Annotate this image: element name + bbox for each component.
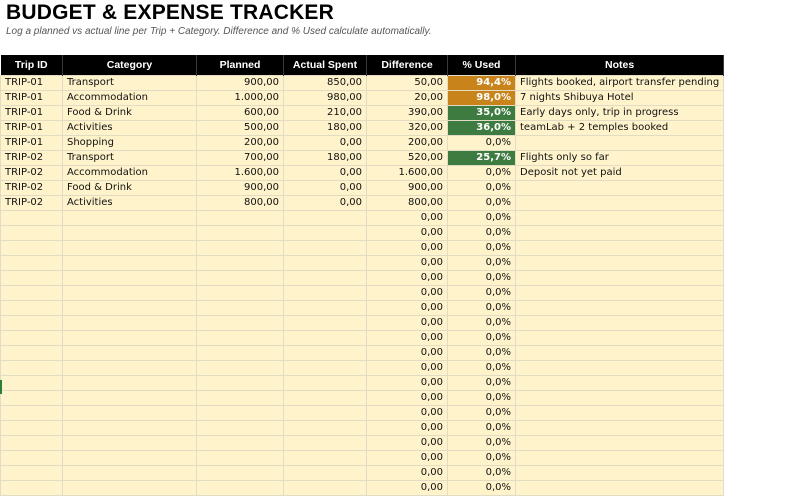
column-header-trip-id[interactable]: Trip ID xyxy=(1,55,63,76)
cell-category[interactable]: Transport xyxy=(63,76,197,91)
cell-difference[interactable]: 320,00 xyxy=(367,121,448,136)
cell-actual-spent[interactable]: 180,00 xyxy=(284,151,367,166)
cell-difference[interactable]: 0,00 xyxy=(367,406,448,421)
cell-actual-spent[interactable]: 210,00 xyxy=(284,106,367,121)
cell-difference[interactable]: 0,00 xyxy=(367,361,448,376)
cell-percent-used[interactable]: 0,0% xyxy=(448,136,516,151)
cell-planned[interactable]: 700,00 xyxy=(197,151,284,166)
cell-difference[interactable]: 0,00 xyxy=(367,346,448,361)
cell-percent-used[interactable]: 0,0% xyxy=(448,226,516,241)
cell-difference[interactable]: 0,00 xyxy=(367,481,448,496)
cell-trip-id[interactable] xyxy=(1,436,63,451)
cell-trip-id[interactable] xyxy=(1,241,63,256)
cell-category[interactable]: Accommodation xyxy=(63,166,197,181)
cell-percent-used[interactable]: 94,4% xyxy=(448,76,516,91)
empty-table-row xyxy=(1,451,724,466)
cell-difference[interactable]: 0,00 xyxy=(367,331,448,346)
cell-planned[interactable]: 500,00 xyxy=(197,121,284,136)
column-header-percent-used[interactable]: % Used xyxy=(448,55,516,76)
cell-difference[interactable]: 0,00 xyxy=(367,211,448,226)
cell-notes[interactable] xyxy=(516,196,724,211)
cell-percent-used[interactable]: 0,0% xyxy=(448,241,516,256)
cell-planned[interactable] xyxy=(197,271,284,286)
cell-notes[interactable] xyxy=(516,301,724,316)
cell-actual-spent[interactable] xyxy=(284,211,367,226)
empty-table-row xyxy=(1,406,724,421)
cell-percent-used[interactable]: 0,0% xyxy=(448,166,516,181)
cell-planned[interactable] xyxy=(197,211,284,226)
cell-difference[interactable]: 0,00 xyxy=(367,241,448,256)
table-row xyxy=(1,196,724,211)
cell-difference[interactable]: 20,00 xyxy=(367,91,448,106)
cell-trip-id[interactable]: TRIP-02 xyxy=(1,181,63,196)
empty-table-row xyxy=(1,361,724,376)
column-header-category[interactable]: Category xyxy=(63,55,197,76)
cell-actual-spent[interactable] xyxy=(284,406,367,421)
cell-percent-used[interactable]: 0,0% xyxy=(448,301,516,316)
cell-trip-id[interactable]: TRIP-02 xyxy=(1,166,63,181)
cell-notes[interactable] xyxy=(516,256,724,271)
cell-trip-id[interactable] xyxy=(1,226,63,241)
cell-notes[interactable] xyxy=(516,226,724,241)
cell-category[interactable]: Accommodation xyxy=(63,91,197,106)
cell-planned[interactable] xyxy=(197,451,284,466)
cell-trip-id[interactable] xyxy=(1,376,63,391)
cell-difference[interactable]: 0,00 xyxy=(367,391,448,406)
sheet-subtitle: Log a planned vs actual line per Trip + Category. Difference and % Used calculate automatically. xyxy=(6,26,432,37)
empty-table-row xyxy=(1,466,724,481)
cell-actual-spent[interactable] xyxy=(284,301,367,316)
table-row xyxy=(1,151,724,166)
cell-planned[interactable] xyxy=(197,316,284,331)
cell-difference[interactable]: 800,00 xyxy=(367,196,448,211)
cell-difference[interactable]: 0,00 xyxy=(367,466,448,481)
table-row xyxy=(1,166,724,181)
empty-table-row xyxy=(1,271,724,286)
cell-notes[interactable] xyxy=(516,466,724,481)
cell-notes[interactable]: Flights only so far xyxy=(516,151,724,166)
cell-category[interactable]: Food & Drink xyxy=(63,106,197,121)
column-header-difference[interactable]: Difference xyxy=(367,55,448,76)
empty-table-row xyxy=(1,301,724,316)
cell-trip-id[interactable]: TRIP-01 xyxy=(1,121,63,136)
cell-trip-id[interactable] xyxy=(1,301,63,316)
cell-difference[interactable]: 1.600,00 xyxy=(367,166,448,181)
cell-trip-id[interactable] xyxy=(1,406,63,421)
cell-actual-spent[interactable] xyxy=(284,331,367,346)
cell-trip-id[interactable] xyxy=(1,481,63,496)
cell-difference[interactable]: 0,00 xyxy=(367,256,448,271)
cell-category[interactable] xyxy=(63,451,197,466)
cell-trip-id[interactable] xyxy=(1,331,63,346)
cell-notes[interactable] xyxy=(516,406,724,421)
cell-notes[interactable] xyxy=(516,376,724,391)
cell-notes[interactable] xyxy=(516,286,724,301)
cell-planned[interactable] xyxy=(197,241,284,256)
cell-percent-used[interactable]: 0,0% xyxy=(448,391,516,406)
cell-trip-id[interactable]: TRIP-02 xyxy=(1,151,63,166)
cell-difference[interactable]: 200,00 xyxy=(367,136,448,151)
cell-actual-spent[interactable] xyxy=(284,421,367,436)
cell-planned[interactable] xyxy=(197,256,284,271)
cell-percent-used[interactable]: 0,0% xyxy=(448,451,516,466)
empty-table-row xyxy=(1,256,724,271)
cell-category[interactable] xyxy=(63,211,197,226)
cell-category[interactable]: Food & Drink xyxy=(63,181,197,196)
cell-category[interactable] xyxy=(63,316,197,331)
cell-difference[interactable]: 50,00 xyxy=(367,76,448,91)
cell-category[interactable] xyxy=(63,256,197,271)
cell-difference[interactable]: 0,00 xyxy=(367,316,448,331)
cell-trip-id[interactable] xyxy=(1,451,63,466)
cell-actual-spent[interactable]: 0,00 xyxy=(284,181,367,196)
cell-category[interactable] xyxy=(63,376,197,391)
cell-actual-spent[interactable]: 180,00 xyxy=(284,121,367,136)
empty-table-row xyxy=(1,241,724,256)
sheet-title: BUDGET & EXPENSE TRACKER xyxy=(6,1,335,24)
cell-notes[interactable]: Flights booked, airport transfer pending xyxy=(516,76,724,91)
cell-actual-spent[interactable]: 0,00 xyxy=(284,136,367,151)
cell-percent-used[interactable]: 0,0% xyxy=(448,466,516,481)
cell-trip-id[interactable] xyxy=(1,466,63,481)
spreadsheet-grid xyxy=(0,55,724,496)
column-header-actual-spent[interactable]: Actual Spent xyxy=(284,55,367,76)
cell-trip-id[interactable] xyxy=(1,361,63,376)
cell-notes[interactable] xyxy=(516,481,724,496)
empty-table-row xyxy=(1,226,724,241)
cell-notes[interactable] xyxy=(516,241,724,256)
cell-trip-id[interactable] xyxy=(1,316,63,331)
cell-percent-used[interactable]: 0,0% xyxy=(448,406,516,421)
cell-planned[interactable] xyxy=(197,376,284,391)
empty-table-row xyxy=(1,391,724,406)
cell-category[interactable] xyxy=(63,241,197,256)
cell-actual-spent[interactable] xyxy=(284,316,367,331)
cell-percent-used[interactable]: 0,0% xyxy=(448,331,516,346)
cell-planned[interactable] xyxy=(197,391,284,406)
cell-notes[interactable] xyxy=(516,211,724,226)
cell-notes[interactable] xyxy=(516,391,724,406)
cell-trip-id[interactable] xyxy=(1,211,63,226)
cell-trip-id[interactable] xyxy=(1,286,63,301)
cell-planned[interactable] xyxy=(197,481,284,496)
cell-planned[interactable] xyxy=(197,346,284,361)
cell-percent-used[interactable]: 0,0% xyxy=(448,196,516,211)
cell-difference[interactable]: 0,00 xyxy=(367,376,448,391)
cell-actual-spent[interactable] xyxy=(284,376,367,391)
cell-notes[interactable]: Early days only, trip in progress xyxy=(516,106,724,121)
cell-trip-id[interactable] xyxy=(1,256,63,271)
cell-notes[interactable] xyxy=(516,421,724,436)
cell-notes[interactable]: Deposit not yet paid xyxy=(516,166,724,181)
cell-difference[interactable]: 900,00 xyxy=(367,181,448,196)
cell-planned[interactable] xyxy=(197,466,284,481)
cell-percent-used[interactable]: 0,0% xyxy=(448,181,516,196)
cell-percent-used[interactable]: 0,0% xyxy=(448,271,516,286)
empty-table-row xyxy=(1,421,724,436)
table-row xyxy=(1,91,724,106)
cell-actual-spent[interactable] xyxy=(284,391,367,406)
table-body xyxy=(1,76,724,496)
cell-actual-spent[interactable] xyxy=(284,346,367,361)
empty-table-row xyxy=(1,376,724,391)
cell-actual-spent[interactable] xyxy=(284,286,367,301)
cell-category[interactable] xyxy=(63,361,197,376)
cell-category[interactable] xyxy=(63,271,197,286)
cell-actual-spent[interactable] xyxy=(284,256,367,271)
cell-category[interactable]: Shopping xyxy=(63,136,197,151)
cell-category[interactable]: Activities xyxy=(63,121,197,136)
empty-table-row xyxy=(1,286,724,301)
cell-trip-id[interactable]: TRIP-01 xyxy=(1,91,63,106)
cell-percent-used[interactable]: 0,0% xyxy=(448,346,516,361)
table-row xyxy=(1,136,724,151)
cell-actual-spent[interactable]: 980,00 xyxy=(284,91,367,106)
cell-category[interactable] xyxy=(63,481,197,496)
budget-table xyxy=(0,55,724,496)
cell-percent-used[interactable]: 35,0% xyxy=(448,106,516,121)
cell-notes[interactable] xyxy=(516,361,724,376)
cell-planned[interactable] xyxy=(197,286,284,301)
cell-notes[interactable] xyxy=(516,271,724,286)
cell-trip-id[interactable] xyxy=(1,421,63,436)
cell-percent-used[interactable]: 36,0% xyxy=(448,121,516,136)
cell-planned[interactable]: 600,00 xyxy=(197,106,284,121)
cell-category[interactable] xyxy=(63,421,197,436)
cell-difference[interactable]: 520,00 xyxy=(367,151,448,166)
cell-percent-used[interactable]: 0,0% xyxy=(448,481,516,496)
cell-category[interactable] xyxy=(63,466,197,481)
cell-category[interactable] xyxy=(63,391,197,406)
cell-category[interactable] xyxy=(63,406,197,421)
cell-percent-used[interactable]: 0,0% xyxy=(448,256,516,271)
cell-notes[interactable] xyxy=(516,451,724,466)
cell-percent-used[interactable]: 98,0% xyxy=(448,91,516,106)
cell-category[interactable] xyxy=(63,436,197,451)
cell-percent-used[interactable]: 0,0% xyxy=(448,361,516,376)
cell-category[interactable] xyxy=(63,301,197,316)
cell-planned[interactable] xyxy=(197,301,284,316)
table-row xyxy=(1,181,724,196)
cell-difference[interactable]: 0,00 xyxy=(367,226,448,241)
header-row xyxy=(1,55,724,76)
cell-percent-used[interactable]: 0,0% xyxy=(448,376,516,391)
cell-actual-spent[interactable] xyxy=(284,226,367,241)
empty-table-row xyxy=(1,346,724,361)
cell-category[interactable] xyxy=(63,226,197,241)
cell-category[interactable]: Activities xyxy=(63,196,197,211)
cell-planned[interactable]: 1.000,00 xyxy=(197,91,284,106)
cell-notes[interactable] xyxy=(516,436,724,451)
table-row xyxy=(1,121,724,136)
cell-notes[interactable]: teamLab + 2 temples booked xyxy=(516,121,724,136)
cell-percent-used[interactable]: 0,0% xyxy=(448,436,516,451)
empty-table-row xyxy=(1,211,724,226)
cell-category[interactable] xyxy=(63,346,197,361)
cell-planned[interactable] xyxy=(197,331,284,346)
empty-table-row xyxy=(1,331,724,346)
cell-percent-used[interactable]: 0,0% xyxy=(448,211,516,226)
cell-trip-id[interactable] xyxy=(1,271,63,286)
cell-percent-used[interactable]: 0,0% xyxy=(448,316,516,331)
column-header-planned[interactable]: Planned xyxy=(197,55,284,76)
cell-planned[interactable]: 900,00 xyxy=(197,76,284,91)
cell-actual-spent[interactable] xyxy=(284,241,367,256)
cell-planned[interactable] xyxy=(197,436,284,451)
cell-difference[interactable]: 0,00 xyxy=(367,286,448,301)
cell-difference[interactable]: 0,00 xyxy=(367,436,448,451)
cell-actual-spent[interactable]: 0,00 xyxy=(284,166,367,181)
cell-actual-spent[interactable] xyxy=(284,466,367,481)
empty-table-row xyxy=(1,436,724,451)
cell-percent-used[interactable]: 0,0% xyxy=(448,286,516,301)
cell-actual-spent[interactable]: 0,00 xyxy=(284,196,367,211)
cell-category[interactable] xyxy=(63,331,197,346)
cell-notes[interactable] xyxy=(516,331,724,346)
cell-trip-id[interactable]: TRIP-01 xyxy=(1,76,63,91)
cell-planned[interactable]: 900,00 xyxy=(197,181,284,196)
cell-category[interactable] xyxy=(63,286,197,301)
cell-notes[interactable]: 7 nights Shibuya Hotel xyxy=(516,91,724,106)
cell-trip-id[interactable] xyxy=(1,391,63,406)
table-row xyxy=(1,76,724,91)
cell-planned[interactable] xyxy=(197,226,284,241)
cell-percent-used[interactable]: 25,7% xyxy=(448,151,516,166)
cell-category[interactable]: Transport xyxy=(63,151,197,166)
empty-table-row xyxy=(1,316,724,331)
cell-trip-id[interactable]: TRIP-01 xyxy=(1,106,63,121)
cell-trip-id[interactable]: TRIP-02 xyxy=(1,196,63,211)
empty-table-row xyxy=(1,481,724,496)
cell-actual-spent[interactable] xyxy=(284,451,367,466)
cell-notes[interactable] xyxy=(516,346,724,361)
cell-percent-used[interactable]: 0,0% xyxy=(448,421,516,436)
cell-planned[interactable]: 1.600,00 xyxy=(197,166,284,181)
cell-notes[interactable] xyxy=(516,136,724,151)
cell-notes[interactable] xyxy=(516,181,724,196)
table-row xyxy=(1,106,724,121)
cell-trip-id[interactable]: TRIP-01 xyxy=(1,136,63,151)
cell-planned[interactable] xyxy=(197,361,284,376)
cell-difference[interactable]: 0,00 xyxy=(367,421,448,436)
cell-difference[interactable]: 390,00 xyxy=(367,106,448,121)
cell-actual-spent[interactable]: 850,00 xyxy=(284,76,367,91)
cell-planned[interactable]: 200,00 xyxy=(197,136,284,151)
column-header-notes[interactable]: Notes xyxy=(516,55,724,76)
cell-trip-id[interactable] xyxy=(1,346,63,361)
cell-actual-spent[interactable] xyxy=(284,481,367,496)
cell-actual-spent[interactable] xyxy=(284,271,367,286)
cell-difference[interactable]: 0,00 xyxy=(367,271,448,286)
cell-planned[interactable] xyxy=(197,421,284,436)
cell-actual-spent[interactable] xyxy=(284,361,367,376)
cell-difference[interactable]: 0,00 xyxy=(367,451,448,466)
cell-difference[interactable]: 0,00 xyxy=(367,301,448,316)
cell-actual-spent[interactable] xyxy=(284,436,367,451)
active-row-marker xyxy=(0,380,2,394)
cell-planned[interactable] xyxy=(197,406,284,421)
cell-planned[interactable]: 800,00 xyxy=(197,196,284,211)
cell-notes[interactable] xyxy=(516,316,724,331)
